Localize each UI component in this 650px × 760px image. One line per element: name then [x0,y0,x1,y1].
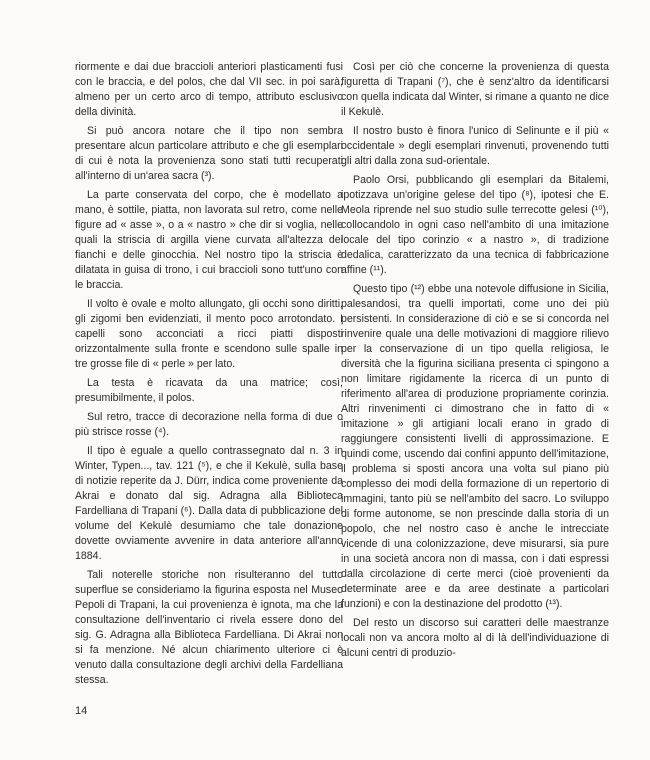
paragraph: Così per ciò che concerne la provenienza di questa figuretta di Trapani (⁷), che è senz'altro da identificarsi con quella indicata dal Winter, si rimane a quanto ne dice il Kekulè. [341,61,609,118]
left-column [75,60,343,692]
paragraph: Tali noterelle storiche non risulteranno del tutto superflue se consideriamo la figurina esposta nel Museo Pepoli di Trapani, la cui provenienza è ignota, ma che la consultazione dell'inventario ci rivela essere dono del sig. G. Adragna alla Biblioteca Fardelliana. Di Akrai non si fa menzione. Né alcun chiarimento ulteriore ci è venuto dalla consultazione degli archivi della Fardelliana stessa. [75,569,343,686]
right-column [341,60,609,665]
paragraph: Il nostro busto è finora l'unico di Selinunte e il più « occidentale » degli esemplari rinvenuti, provenendo tutti gli altri dalla zona sud-orientale. [341,125,609,167]
paragraph: La parte conservata del corpo, che è modellato a mano, è sottile, piatta, non lavorata sul retro, come nelle figure ad « asse », o a « nastro » che dir si voglia, nelle quali la striscia di argilla viene curvata all'altezza dei fianchi e delle ginocchia. Nel nostro tipo la striscia è dilatata in guisa di trono, i cui braccioli sono tutt'uno con le braccia. [75,189,343,291]
paragraph: Il volto è ovale e molto allungato, gli occhi sono diritti, gli zigomi ben evidenziati, il mento poco arrotondato. I capelli sono acconciati a ricci piatti disposti orizzontalmente sulla fronte e scendono sulle spalle in tre grosse file di « perle » per lato. [75,298,343,370]
paragraph: riormente e dai due braccioli anteriori plasticamenti fusi con le braccia, e del polos, che dal VII sec. in poi sarà, almeno per un certo arco di tempo, attributo esclusivo della divinità. [75,61,343,118]
paragraph: Del resto un discorso sui caratteri delle maestranze locali non va ancora molto al di là dell'individuazione di alcuni centri di produzio- [341,617,609,659]
paragraph: Questo tipo (¹²) ebbe una notevole diffusione in Sicilia, palesandosi, tra quelli importati, come uno dei più persistenti. In considerazione di ciò e se si concorda nel rinvenire quale una delle motivazioni di maggiore rilievo per la conservazione di un tipo quella religiosa, le diversità che la figurina siciliana presenta ci spingono a non limitare rigidamente la ricerca di un punto di riferimento all'area di produzione propriamente corinzia. Altri rinvenimenti ci dimostrano che in fatto di « imitazione » gli artigiani locali erano in grado di raggiungere consistenti livelli di approssimazione. E quindi come, uscendo dai confini appunto dell'imitazione, il problema si sposti ancora una volta sul piano più complesso dei modi della formazione di un repertorio di immagini, tanto più se nell'ambito del sacro. Lo sviluppo di forme autonome, se non prescinde dalla storia di un popolo, che nel nostro caso è anche le intrecciate vicende di una colonizzazione, deve misurarsi, sia pure in una società ancora non di massa, con i dati espressi dalla circolazione di certe merci (cioè provenienti da determinate aree e da aree destinate a particolari funzioni) e con la destinazione del prodotto (¹³). [341,283,609,610]
paragraph: Sul retro, tracce di decorazione nella forma di due o più strisce rosse (⁴). [75,411,343,438]
page-number: 14 [75,705,88,717]
paragraph: Il tipo è eguale a quello contrassegnato dal n. 3 in Winter, Typen..., tav. 121 (⁵), e che il Kekulè, sulla base di notizie reperite da J. Dürr, indica come proveniente da Akrai e donato dal sig. Adragna alla Biblioteca Fardelliana di Trapani (⁶). Dalla data di pubblicazione del volume del Kekulè desumiamo che tale donazione dovette ovviamente avvenire in data anteriore all'anno 1884. [75,445,343,562]
paragraph: La testa è ricavata da una matrice; così, presumibilmente, il polos. [75,377,343,404]
paragraph: Si può ancora notare che il tipo non sembra presentare alcun particolare attributo e che gli esemplari di cui è nota la provenienza sono stati tutti recuperati all'interno di un'area sacra (³). [75,125,343,182]
paragraph: Paolo Orsi, pubblicando gli esemplari da Bitalemi, ipotizzava un'origine gelese del tipo (⁸), ipotesi che E. Meola riprende nel suo studio sulle terrecotte gelesi (¹⁰), collocandolo in ogni caso nell'ambito di una imitazione locale del tipo corinzio « a nastro », di tradizione dedalica, caratterizzato da una tecnica di fabbricazione affine (¹¹). [341,174,609,276]
